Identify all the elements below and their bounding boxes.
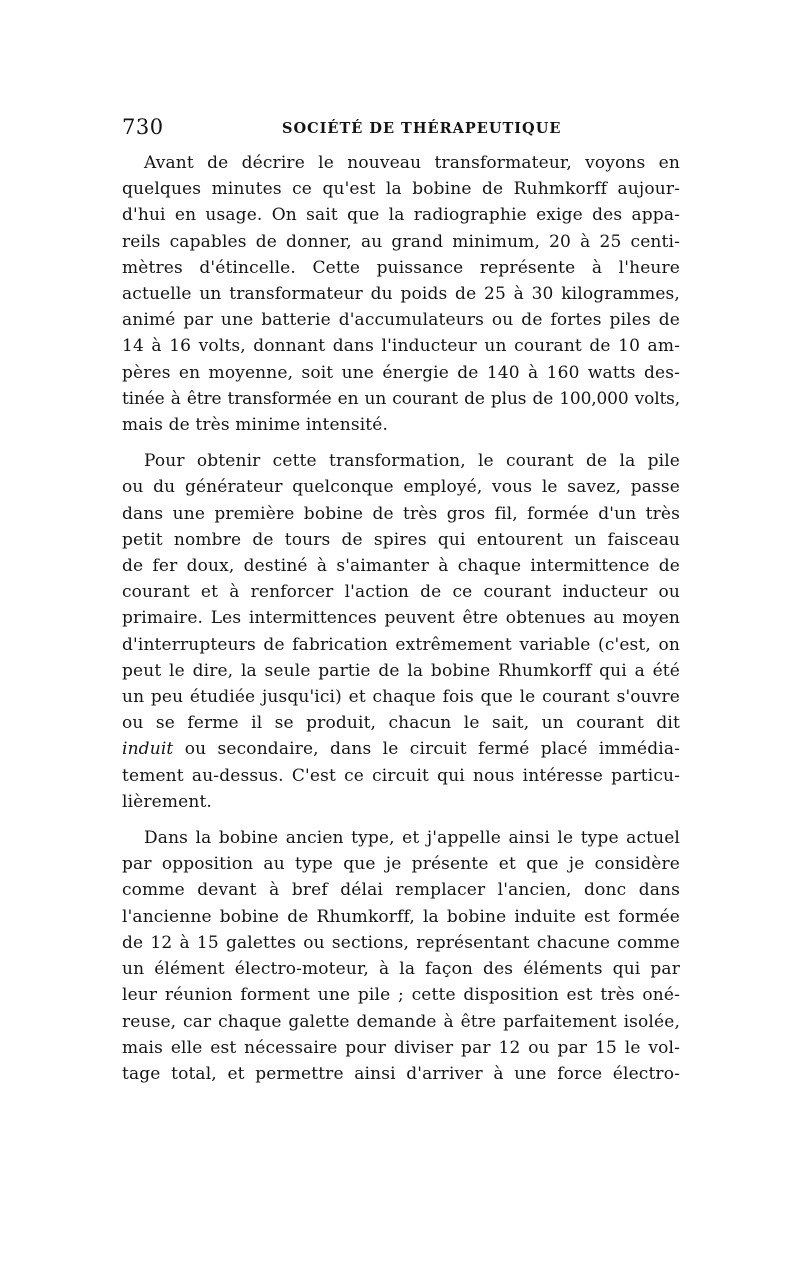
text-line: pères en moyenne, soit une énergie de 140 à 160 watts des- [122, 362, 680, 383]
text-line: reuse, car chaque galette demande à être parfaitement isolée, [122, 1011, 680, 1032]
text-line-rest: ou secondaire, dans le circuit fermé placé immédia- [184, 739, 680, 760]
text-line: dans une première bobine de très gros fil, formée d'un très [122, 503, 680, 524]
text-line: tinée à être transformée en un courant de plus de 100,000 volts, [122, 388, 680, 409]
text-line: mais de très minime intensité. [122, 415, 389, 436]
paragraph-3 [122, 825, 680, 1087]
text-line: primaire. Les intermittences peuvent être obtenues au moyen [122, 608, 680, 629]
running-head [122, 112, 680, 144]
text-line-with-italic [122, 736, 680, 762]
text-line: lièrement. [122, 791, 212, 812]
text-line: petit nombre de tours de spires qui entourent un faisceau [122, 529, 680, 550]
text-line: peut le dire, la seule partie de la bobine Rhumkorff qui a été [122, 660, 680, 681]
text-line: l'ancienne bobine de Rhumkorff, la bobine induite est formée [122, 906, 680, 927]
text-line: Dans la bobine ancien type, et j'appelle ainsi le type actuel [144, 828, 680, 849]
text-line: tement au-dessus. C'est ce circuit qui nous intéresse particu- [122, 765, 680, 786]
text-line: d'interrupteurs de fabrication extrêmement variable (c'est, on [122, 634, 680, 655]
text-line: tage total, et permettre ainsi d'arriver à une force électro- [122, 1063, 680, 1084]
text-line: un élément électro-moteur, à la façon des éléments qui par [122, 959, 680, 980]
text-line: Avant de décrire le nouveau transformateur, voyons en [144, 153, 680, 173]
text-line: ou se ferme il se produit, chacun le sait, un courant dit [122, 713, 680, 734]
text-line: reils capables de donner, au grand minimum, 20 à 25 centi- [122, 231, 680, 252]
text-line: courant et à renforcer l'action de ce courant inducteur ou [122, 582, 680, 603]
text-line: Pour obtenir cette transformation, le courant de la pile [144, 451, 680, 472]
body-text [122, 150, 680, 1087]
italic-word: induit [122, 739, 174, 760]
text-line: par opposition au type que je présente et que je considère [122, 854, 680, 875]
text-line: mètres d'étincelle. Cette puissance représente à l'heure [122, 257, 680, 278]
text-line: un peu étudiée jusqu'ici) et chaque fois que le courant s'ouvre [122, 687, 680, 708]
text-line: quelques minutes ce qu'est la bobine de Ruhmkorff aujour- [122, 179, 680, 200]
text-line: de fer doux, destiné à s'aimanter à chaque intermittence de [122, 556, 680, 577]
page-number: 730 [122, 115, 164, 139]
text-line: animé par une batterie d'accumulateurs ou de fortes piles de [122, 310, 680, 331]
text-line: comme devant à bref délai remplacer l'ancien, donc dans [122, 880, 680, 901]
text-line: d'hui en usage. On sait que la radiographie exige des appa- [122, 205, 680, 226]
text-line: ou du générateur quelconque employé, vous le savez, passe [122, 477, 680, 498]
running-title: SOCIÉTÉ DE THÉRAPEUTIQUE [282, 120, 562, 137]
text-line: mais elle est nécessaire pour diviser par 12 ou par 15 le vol- [122, 1037, 680, 1058]
paragraph-2 [122, 448, 680, 815]
text-line: de 12 à 15 galettes ou sections, représentant chacune comme [122, 932, 680, 953]
paragraph-1 [122, 150, 680, 438]
text-line: 14 à 16 volts, donnant dans l'inducteur un courant de 10 am- [122, 336, 680, 357]
text-line: leur réunion forment une pile ; cette disposition est très oné- [122, 985, 680, 1006]
text-line: actuelle un transformateur du poids de 25 à 30 kilogrammes, [122, 284, 680, 305]
